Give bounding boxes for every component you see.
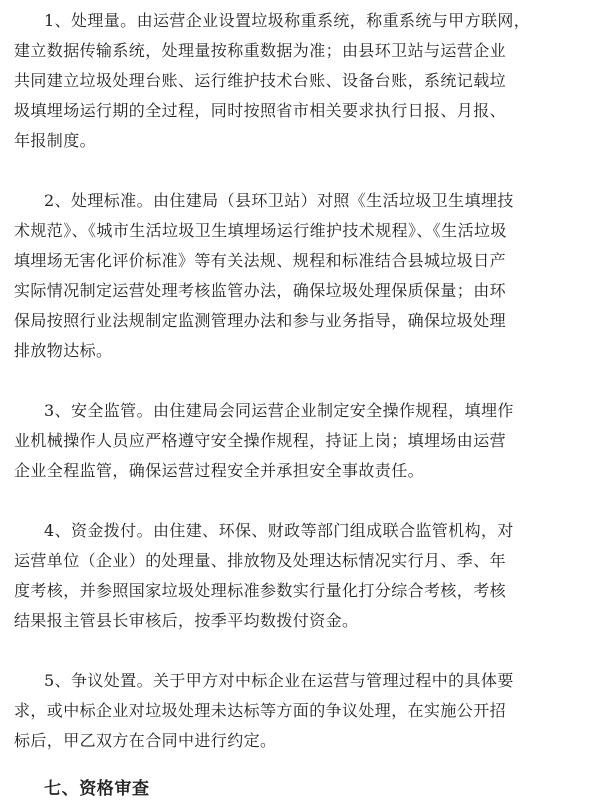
paragraph-line: 共同建立垃圾处理台账、运行维护技术台账、设备台账，系统记载垃 xyxy=(14,71,507,90)
paragraph-line: 企业全程监管，确保运营过程安全并承担安全事故责任。 xyxy=(14,461,425,480)
paragraph-line: 术规范》、《城市生活垃圾卫生填埋场运行维护技术规程》、《生活垃圾 xyxy=(14,221,507,240)
paragraph-line: 5、争议处置。关于甲方对中标企业在运营与管理过程中的具体要 xyxy=(44,671,514,690)
paragraph-line: 4、资金拨付。由住建、环保、财政等部门组成联合监管机构，对 xyxy=(44,521,514,540)
paragraph-line: 建立数据传输系统，处理量按称重数据为准；由县环卫站与运营企业 xyxy=(14,41,507,60)
paragraph-fund-allocation xyxy=(0,516,600,636)
paragraph-safety-supervision xyxy=(0,396,600,486)
paragraph-line: 2、处理标准。由住建局（县环卫站）对照《生活垃圾卫生填埋技 xyxy=(44,191,514,210)
paragraph-line: 结果报主管县长审核后，按季平均数拨付资金。 xyxy=(14,611,359,630)
paragraph-line: 求，或中标企业对垃圾处理未达标等方面的争议处理，在实施公开招 xyxy=(14,701,507,720)
paragraph-dispute-handling xyxy=(0,666,600,756)
paragraph-line: 填埋场无害化评价标准》等有关法规、规程和标准结合县城垃圾日产 xyxy=(14,251,507,270)
paragraph-line: 圾填埋场运行期的全过程，同时按照省市相关要求执行日报、月报、 xyxy=(14,101,507,120)
paragraph-line: 1、处理量。由运营企业设置垃圾称重系统，称重系统与甲方联网， xyxy=(44,11,531,30)
paragraph-line: 年报制度。 xyxy=(14,131,97,150)
paragraph-processing-volume xyxy=(0,6,600,156)
paragraph-line: 3、安全监管。由住建局会同运营企业制定安全操作规程，填埋作 xyxy=(44,401,514,420)
paragraph-line: 标后，甲乙双方在合同中进行约定。 xyxy=(14,731,277,750)
paragraph-line: 度考核，并参照国家垃圾处理标准参数实行量化打分综合考核，考核 xyxy=(14,581,507,600)
section-heading-qualification-review: 七、资格审查 xyxy=(44,779,150,799)
paragraph-processing-standard xyxy=(0,186,600,366)
paragraph-line: 排放物达标。 xyxy=(14,341,113,360)
paragraph-line: 保局按照行业法规制定监测管理办法和参与业务指导，确保垃圾处理 xyxy=(14,311,507,330)
paragraph-line: 业机械操作人员应严格遵守安全操作规程，持证上岗；填埋场由运营 xyxy=(14,431,507,450)
paragraph-line: 实际情况制定运营处理考核监管办法，确保垃圾处理保质保量；由环 xyxy=(14,281,507,300)
paragraph-line: 运营单位（企业）的处理量、排放物及处理达标情况实行月、季、年 xyxy=(14,551,507,570)
